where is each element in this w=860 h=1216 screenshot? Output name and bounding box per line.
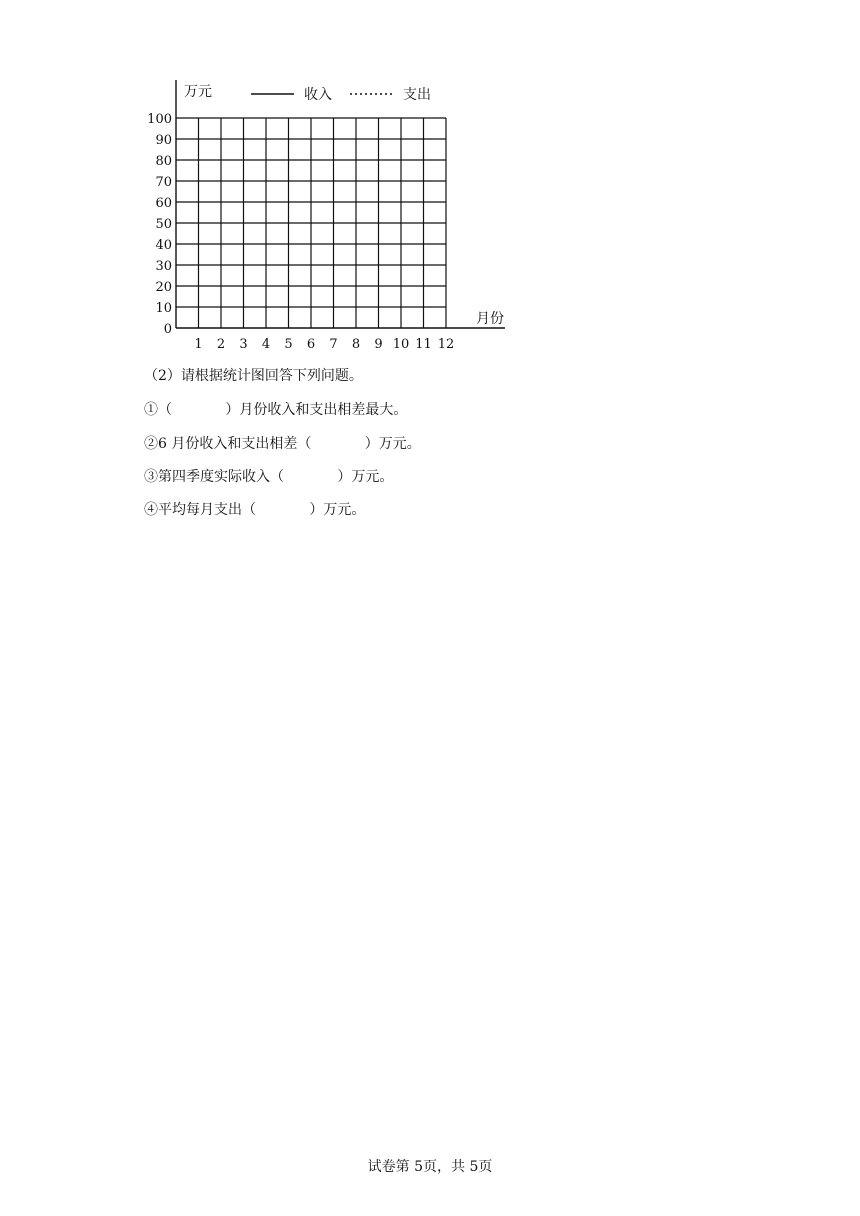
question-4: ④平均每月支出（ ）万元。 <box>144 502 366 518</box>
page-footer: 试卷第 5页，共 5页 <box>367 1159 493 1175</box>
question-1: ①（ ）月份收入和支出相差最大。 <box>144 402 408 418</box>
x-axis-label: 月份 <box>476 311 504 327</box>
y-tick-label: 50 <box>155 217 172 232</box>
y-tick-label: 60 <box>155 196 172 211</box>
y-tick-label: 100 <box>147 112 172 127</box>
y-tick-labels <box>147 112 172 337</box>
x-tick-label: 2 <box>216 337 226 352</box>
x-tick-label: 9 <box>374 337 383 352</box>
legend-expense-label: 支出 <box>403 87 431 103</box>
y-tick-label: 20 <box>155 280 172 295</box>
y-axis-label: 万元 <box>184 84 212 100</box>
y-tick-label: 90 <box>155 133 172 148</box>
x-tick-label: 5 <box>284 337 293 352</box>
x-tick-label: 7 <box>329 337 338 352</box>
question-2: ②6 月份收入和支出相差（ ）万元。 <box>144 436 421 452</box>
x-tick-label: 12 <box>437 337 455 352</box>
y-tick-label: 40 <box>155 238 172 253</box>
legend <box>251 86 431 103</box>
x-tick-label: 10 <box>392 337 410 352</box>
y-tick-label: 70 <box>155 175 172 190</box>
chart-grid <box>176 118 446 328</box>
question-3: ③第四季度实际收入（ ）万元。 <box>144 469 394 485</box>
x-tick-label: 3 <box>239 337 248 352</box>
chart-axes <box>176 80 505 328</box>
x-tick-label: 6 <box>306 337 316 352</box>
y-tick-label: 10 <box>155 301 172 316</box>
question-intro: （2）请根据统计图回答下列问题。 <box>144 368 363 384</box>
y-tick-label: 30 <box>155 259 172 274</box>
y-tick-label: 80 <box>155 154 172 169</box>
x-tick-label: 11 <box>415 337 432 352</box>
x-tick-label: 8 <box>351 337 361 352</box>
x-tick-labels <box>194 337 454 352</box>
y-tick-label: 0 <box>163 322 172 337</box>
x-tick-label: 1 <box>194 337 203 352</box>
x-tick-label: 4 <box>261 337 271 352</box>
line-chart <box>140 72 520 357</box>
legend-income-label: 收入 <box>304 87 332 103</box>
